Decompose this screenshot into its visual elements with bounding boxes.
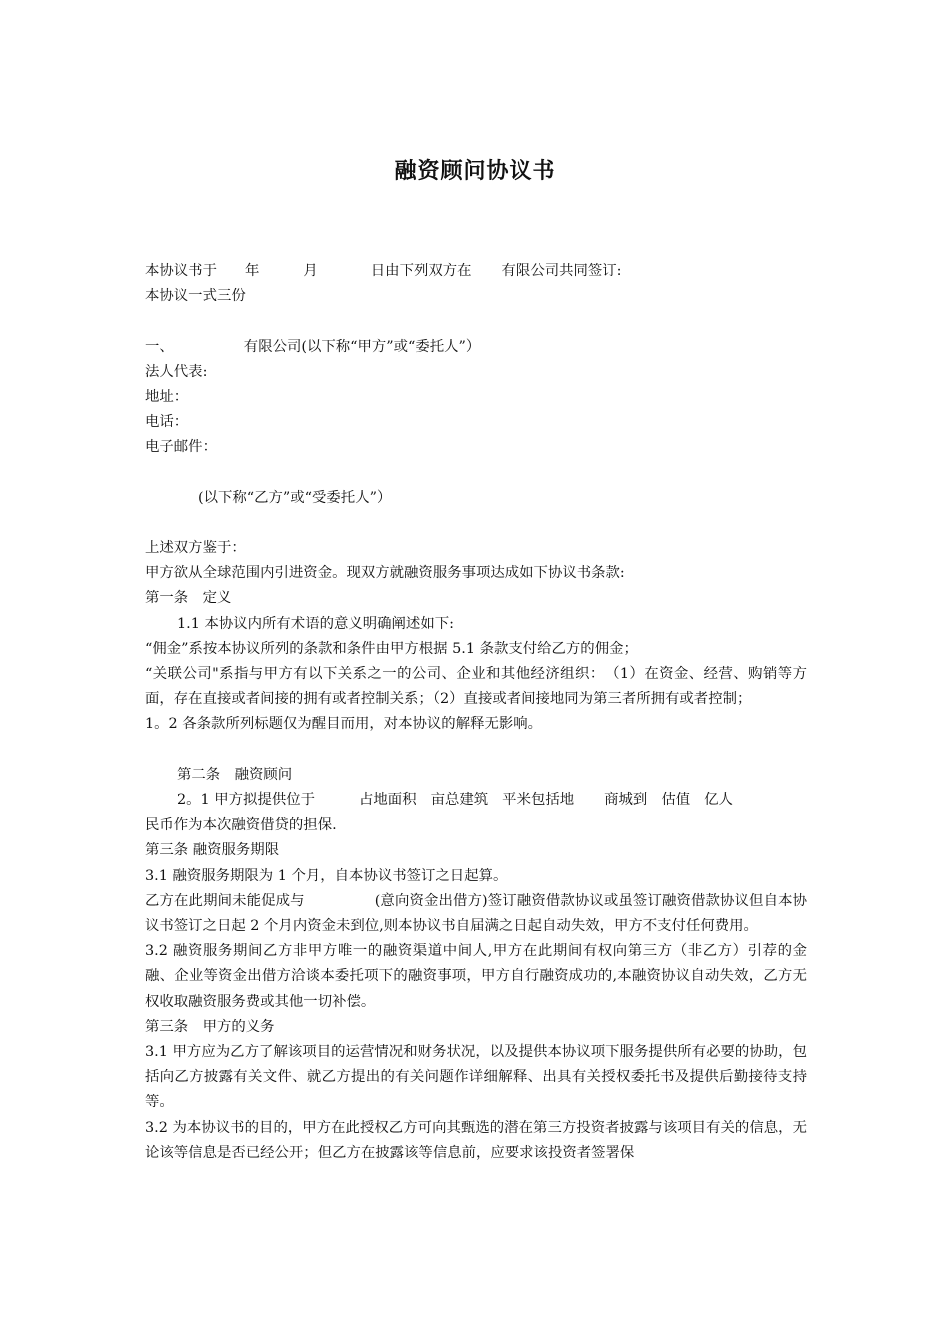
clause-3-1-paragraph (145, 889, 807, 939)
intro-year-label: 年 (244, 263, 260, 279)
party-a-phone: 电话： (145, 414, 189, 431)
intro-month-label: 月 (303, 263, 318, 279)
recitals-heading: 上述双方鉴于： (145, 540, 246, 557)
party-a-email: 电子邮件： (145, 439, 217, 456)
article-3b-heading: 第三条 甲方的义务 (145, 1018, 275, 1035)
clause-2-1-mall: 商城到 (604, 791, 648, 808)
document-body (145, 259, 807, 1166)
clause-3b-2: 3.2 为本协议书的目的，甲方在此授权乙方可向其甄选的潜在第三方投资者披露与该项目有关的信息，无论该等信息是否已经公开；但乙方在披露该等信息前，应要求该投资者签署保 (145, 1119, 807, 1161)
clause-1-1: 1.1 本协议内所有术语的意义明确阐述如下: (177, 615, 454, 632)
clause-3-1: 3.1 融资服务期限为 1 个月，自本协议书签订之日起算。 (145, 867, 508, 884)
clause-3b-1: 3.1 甲方应为乙方了解该项目的运营情况和财务状况，以及提供本协议项下服务提供所有必要的协助，包括向乙方披露有关文件、就乙方提出的有关问题作详细解释、出具有关授权委托书及提供后勤接待支持等。 (145, 1043, 807, 1111)
party-a-line (145, 335, 807, 360)
party-a-legal-rep: 法人代表: (145, 363, 208, 380)
clause-3-1-paragraph-b: (意向资金出借方)签订融资借款协议或虽签订融资借款协议但自本协议书签订之日起 2 个月内资金未到位,则本协议书自届满之日起自动失效，甲方不支付任何费用。 (145, 892, 807, 934)
recitals-text: 甲方欲从全球范围内引进资金。现双方就融资服务事项达成如下协议书条款: (145, 565, 625, 582)
intro-copies-line: 本协议一式三份 (145, 288, 246, 305)
clause-2-1-continued: 民币作为本次融资借贷的担保. (145, 817, 337, 834)
party-a-address: 地址： (145, 388, 189, 405)
party-a-prefix: 一、 (145, 338, 174, 355)
clause-2-1 (145, 788, 807, 813)
clause-2-1-area: 占地面积 (359, 791, 417, 808)
intro-day-label: 日由下列双方在 (370, 263, 472, 279)
party-b-line: (以下称“乙方”或“受委托人”） (198, 489, 392, 506)
clause-2-1-text: 2。1 甲方拟提供位于 (177, 791, 316, 808)
document-title: 融资顾问协议书 (394, 159, 556, 184)
article-1-heading: 第一条 定义 (145, 590, 232, 607)
party-a-name: 有限公司(以下称“甲方”或“委托人”） (243, 338, 481, 355)
definition-affiliate: “关联公司"系指与甲方有以下关系之一的公司、企业和其他经济组织： （1）在资金、经营、购销等方面，存在直接或者间接的拥有或者控制关系；（2）直接或者间接地同为第三者所拥有或者控制； (145, 666, 807, 708)
clause-2-1-sqm: 平米包括地 (502, 791, 575, 808)
article-3-heading: 第三条 融资服务期限 (145, 842, 280, 859)
intro-company-label: 有限公司共同签订: (501, 263, 622, 279)
clause-2-1-building: 亩总建筑 (430, 791, 489, 808)
intro-line (145, 259, 807, 284)
clause-1-2: 1。2 各条款所列标题仅为醒目而用，对本协议的解释无影响。 (145, 716, 543, 733)
clause-2-1-amount: 亿人 (704, 791, 733, 808)
definition-commission: “佣金”系按本协议所列的条款和条件由甲方根据 5.1 条款支付给乙方的佣金； (145, 640, 638, 657)
article-2-heading: 第二条 融资顾问 (177, 766, 293, 783)
clause-3-2: 3.2 融资服务期间乙方非甲方唯一的融资渠道中间人,甲方在此期间有权向第三方（非乙方）引荐的金融、企业等资金出借方洽谈本委托项下的融资事项，甲方自行融资成功的,本融资协议自动失效，乙方无权收取融资服务费或其他一切补偿。 (145, 943, 807, 1010)
clause-2-1-valuation: 估值 (661, 791, 691, 808)
clause-3-1-paragraph-a: 乙方在此期间未能促成与 (145, 892, 305, 909)
intro-text: 本协议书于 (145, 263, 217, 279)
